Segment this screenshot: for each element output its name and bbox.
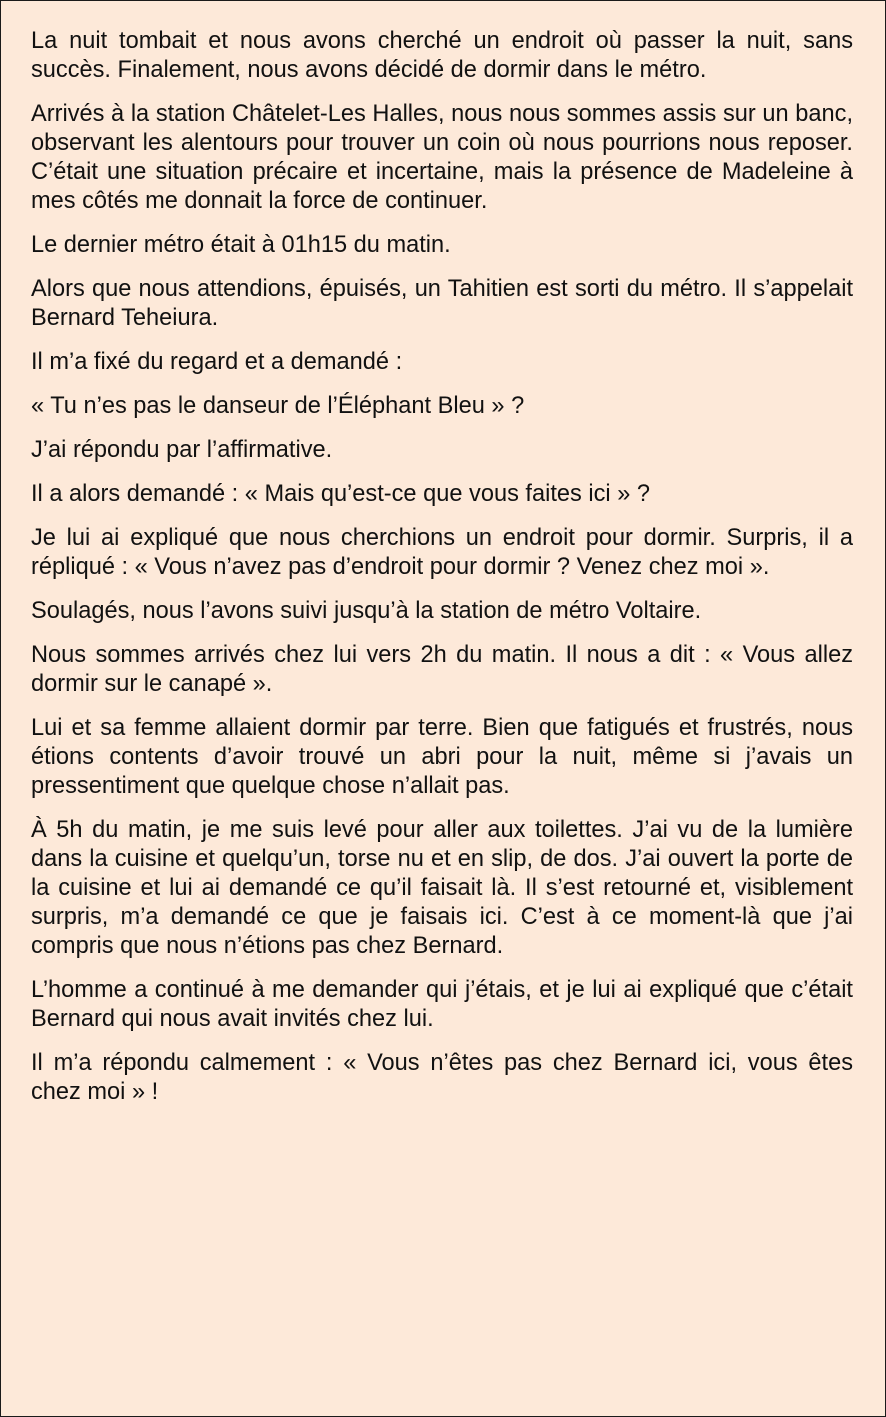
paragraph-3: Le dernier métro était à 01h15 du matin. — [31, 232, 451, 258]
paragraph-2: Arrivés à la station Châtelet-Les Halles, nous nous sommes assis sur un banc, observant les alentours pour trouver un coin où nous pourrions nous reposer. C’était une situation précaire et incertaine, mais la présence de Madeleine à mes côtés me donnait la force de continuer. — [31, 101, 853, 214]
paragraph-11: Nous sommes arrivés chez lui vers 2h du matin. Il nous a dit : « Vous allez dormir sur le canapé ». — [31, 642, 853, 697]
paragraph-1: La nuit tombait et nous avons cherché un endroit où passer la nuit, sans succès. Finalement, nous avons décidé de dormir dans le métro. — [31, 28, 853, 83]
paragraph-4: Alors que nous attendions, épuisés, un Tahitien est sorti du métro. Il s’appelait Bernard Teheiura. — [31, 276, 853, 331]
paragraph-10: Soulagés, nous l’avons suivi jusqu’à la station de métro Voltaire. — [31, 598, 702, 624]
paragraph-9: Je lui ai expliqué que nous cherchions un endroit pour dormir. Surpris, il a répliqué : « Vous n’avez pas d’endroit pour dormir ? Venez chez moi ». — [31, 525, 853, 580]
paragraph-14: L’homme a continué à me demander qui j’étais, et je lui ai expliqué que c’était Bernard qui nous avait invités chez lui. — [31, 977, 853, 1032]
paragraph-13: À 5h du matin, je me suis levé pour aller aux toilettes. J’ai vu de la lumière dans la cuisine et quelqu’un, torse nu et en slip, de dos. J’ai ouvert la porte de la cuisine et lui ai demandé ce qu’il faisait là. Il s’est retourné et, visiblement surpris, m’a demandé ce que je faisais ici. C’est à ce moment-là que j’ai compris que nous n’étions pas chez Bernard. — [31, 817, 853, 959]
paragraph-7: J’ai répondu par l’affirmative. — [31, 437, 333, 463]
paragraph-12: Lui et sa femme allaient dormir par terre. Bien que fatigués et frustrés, nous étions contents d’avoir trouvé un abri pour la nuit, même si j’avais un pressentiment que quelque chose n’allait pas. — [31, 715, 853, 799]
paragraph-8: Il a alors demandé : « Mais qu’est-ce que vous faites ici » ? — [31, 481, 651, 507]
paragraph-5: Il m’a fixé du regard et a demandé : — [31, 349, 403, 375]
paragraph-6: « Tu n’es pas le danseur de l’Éléphant Bleu » ? — [31, 393, 525, 419]
paragraph-15: Il m’a répondu calmement : « Vous n’êtes pas chez Bernard ici, vous êtes chez moi » ! — [31, 1050, 853, 1105]
